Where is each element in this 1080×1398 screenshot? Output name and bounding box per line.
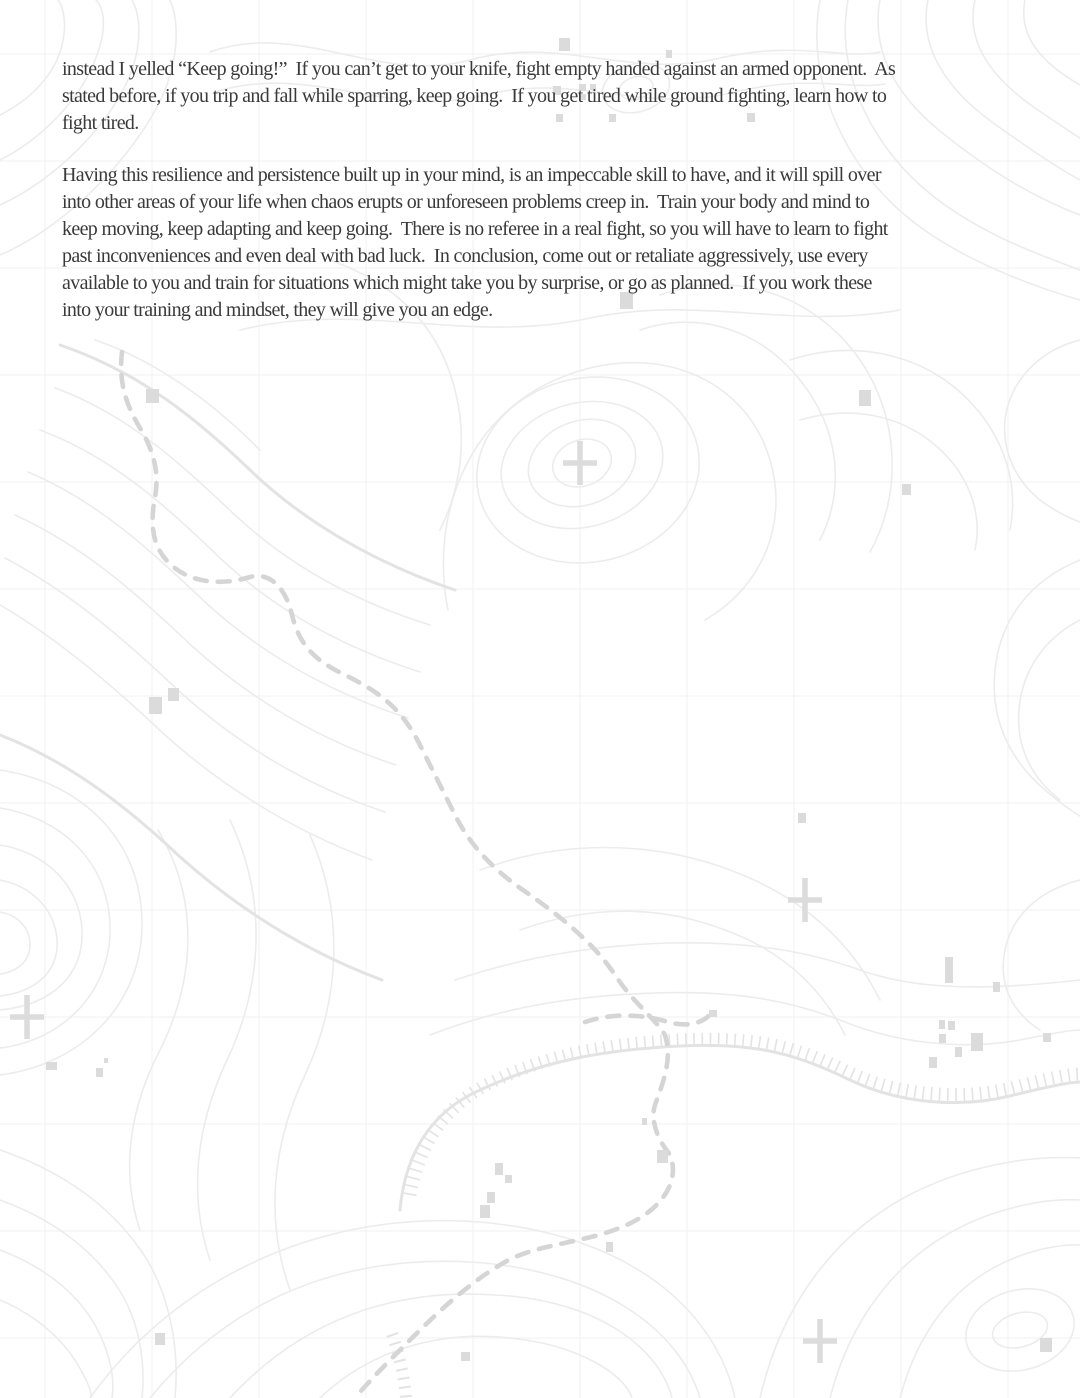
railway-line bbox=[392, 1334, 406, 1398]
paragraph-1 bbox=[62, 56, 1022, 137]
building-square bbox=[96, 1068, 103, 1077]
paragraph-2 bbox=[62, 162, 1022, 324]
text-line: Having this resilience and persistence built up in your mind, is an impeccable skill to have, and it will spill over bbox=[62, 164, 881, 186]
building-square bbox=[1040, 1338, 1052, 1352]
body-text bbox=[62, 56, 1022, 349]
text-line: keep moving, keep adapting and keep going. There is no referee in a real fight, so you will have to learn to fight bbox=[62, 218, 888, 240]
building-square bbox=[606, 1242, 613, 1252]
building-square bbox=[948, 1021, 955, 1030]
building-square bbox=[149, 697, 162, 714]
building-square bbox=[945, 957, 953, 983]
building-square bbox=[929, 1057, 937, 1068]
building-square bbox=[46, 1062, 57, 1070]
building-square bbox=[487, 1192, 495, 1203]
building-square bbox=[155, 1333, 165, 1345]
text-line: instead I yelled “Keep going!” If you can’t get to your knife, fight empty handed against an armed opponent. As bbox=[62, 58, 896, 80]
building-square bbox=[859, 390, 871, 406]
contour-index-lines bbox=[0, 345, 1080, 1210]
building-square bbox=[559, 38, 570, 51]
grid-cross-icon bbox=[788, 878, 822, 922]
grid-cross-icon bbox=[803, 1319, 837, 1363]
text-line: into your training and mindset, they will give you an edge. bbox=[62, 299, 493, 321]
building-square bbox=[1043, 1033, 1051, 1042]
building-square bbox=[505, 1175, 512, 1183]
grid-cross-icon bbox=[10, 995, 44, 1039]
building-square bbox=[955, 1047, 962, 1057]
text-line: fight tired. bbox=[62, 112, 139, 134]
building-square bbox=[939, 1034, 946, 1043]
building-square bbox=[971, 1033, 983, 1051]
building-square bbox=[146, 389, 159, 403]
text-line: into other areas of your life when chaos erupts or unforeseen problems creep in. Train your body and mind to bbox=[62, 191, 870, 213]
text-line: stated before, if you trip and fall while sparring, keep going. If you get tired while ground fighting, learn how to bbox=[62, 85, 887, 107]
building-square bbox=[993, 982, 1000, 992]
building-square bbox=[104, 1058, 108, 1063]
building-square bbox=[939, 1020, 945, 1029]
building-square bbox=[495, 1163, 503, 1175]
grid-cross-icon bbox=[563, 441, 597, 485]
building-square bbox=[480, 1205, 490, 1218]
trail-dashed-line bbox=[121, 352, 712, 1398]
building-square bbox=[709, 1010, 717, 1017]
building-square bbox=[798, 813, 806, 823]
text-line: past inconveniences and even deal with bad luck. In conclusion, come out or retaliate aggressively, use every bbox=[62, 245, 868, 267]
building-square bbox=[642, 1118, 647, 1125]
building-square bbox=[461, 1352, 470, 1361]
building-square bbox=[902, 484, 911, 495]
building-square bbox=[657, 1150, 668, 1163]
text-line: available to you and train for situations which might take you by surprise, or go as planned. If you work these bbox=[62, 272, 872, 294]
cliff-hachure-line bbox=[410, 1039, 1080, 1195]
building-square bbox=[168, 688, 179, 701]
